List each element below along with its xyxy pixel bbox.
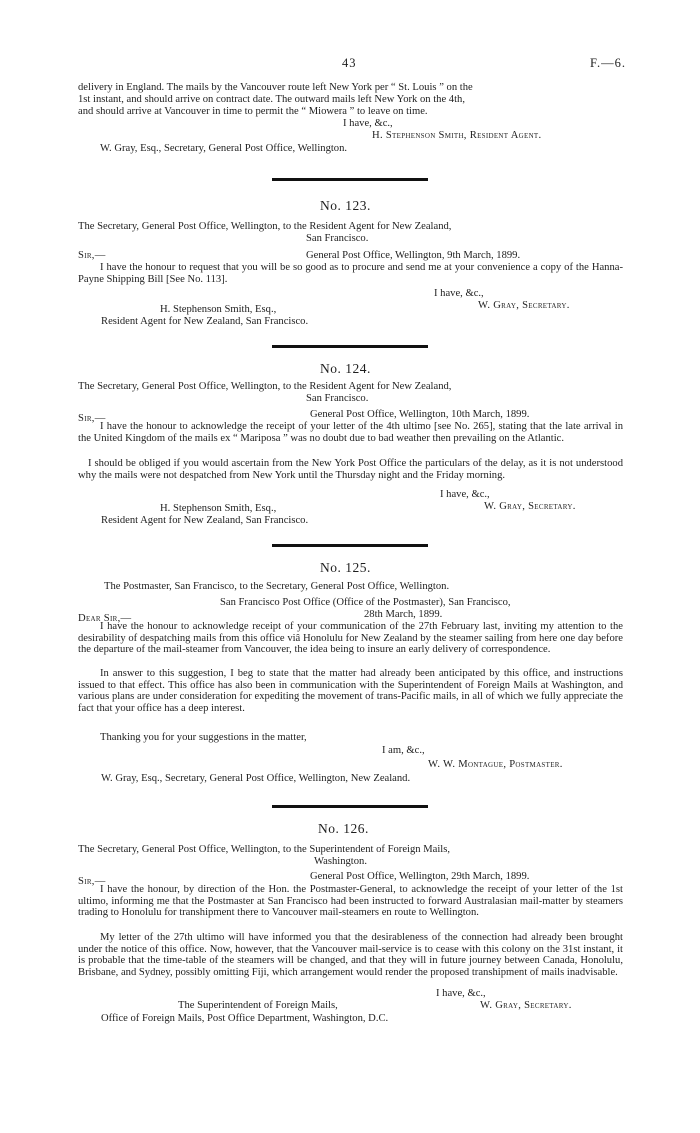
section-divider — [272, 805, 428, 808]
closing: I have, &c., — [343, 118, 393, 129]
letter-heading: The Secretary, General Post Office, Wellington, to the Superintendent of Foreign Mails, — [78, 844, 450, 855]
recipient: The Superintendent of Foreign Mails, — [178, 1000, 338, 1011]
signature: W. Gray, Secretary. — [484, 501, 576, 512]
recipient: Resident Agent for New Zealand, San Francisco. — [101, 515, 309, 526]
section-divider — [272, 178, 428, 181]
recipient: H. Stephenson Smith, Esq., — [160, 503, 277, 514]
letter-heading: The Secretary, General Post Office, Wellington, to the Resident Agent for New Zealand, — [78, 381, 452, 392]
letter-heading-place: Washington. — [314, 856, 367, 867]
continued-letter-line: delivery in England. The mails by the Vancouver route left New York per “ St. Louis ” on the — [78, 82, 473, 93]
salutation: Dear Sir,— — [78, 613, 132, 624]
letter-paragraph: I have the honour, by direction of the Hon. the Postmaster-General, to acknowledge the receipt of your letter of the 1st ultimo, informing me that the Postmaster at San Francisco had been instructed to forward Australasian mail-matter by steamers trading to Honolulu for transhipment there to Vancouver mail-steamers en route to Wellington. — [78, 884, 623, 918]
recipient: H. Stephenson Smith, Esq., — [160, 304, 277, 315]
addressee: W. Gray, Esq., Secretary, General Post Office, Wellington. — [100, 143, 348, 154]
letter-number: No. 125. — [320, 560, 371, 575]
letter-paragraph: My letter of the 27th ultimo will have informed you that the desirableness of the connection had already been brought under the notice of this office. Now, however, that the Vancouver mail-service is to cease with this colony on the 31st instant, it is probable that the time-table of the steamers will be changed, and that they will in future journey between Canada, Honolulu, Brisbane, and Sydney, possibly omitting Fiji, which arrangement would render the proposed transhipment of mails inadvisable. — [78, 932, 623, 978]
letter-paragraph: I should be obliged if you would ascertain from the New York Post Office the particulars of the delay, as it is not understood why the mails were not despatched from New York until the Thursday night and the Friday morning. — [78, 458, 623, 481]
recipient: Resident Agent for New Zealand, San Francisco. — [101, 316, 309, 327]
document-reference: F.—6. — [590, 56, 626, 70]
continued-letter-line: 1st instant, and should arrive on contract date. The outward mails left New York on the 4th, — [78, 94, 465, 105]
closing: I have, &c., — [440, 489, 490, 500]
recipient: W. Gray, Esq., Secretary, General Post Office, Wellington, New Zealand. — [101, 773, 411, 784]
signature: W. Gray, Secretary. — [478, 300, 570, 311]
signature: W. W. Montague, Postmaster. — [428, 759, 563, 770]
letter-heading: The Secretary, General Post Office, Wellington, to the Resident Agent for New Zealand, — [78, 221, 452, 232]
closing: I have, &c., — [436, 988, 486, 999]
salutation: Sir,— — [78, 413, 106, 424]
letter-number: No. 126. — [318, 821, 369, 836]
section-divider — [272, 544, 428, 547]
letter-number: No. 124. — [320, 361, 371, 376]
letter-paragraph: I have the honour to acknowledge receipt of your communication of the 27th February last, inviting my attention to the desirability of despatching mails from this office viâ Honolulu for New Zealand by the steamer sailing from here one day before the departure of the mail-steamer from Vancouver, the idea being to insure an early delivery of correspondence. — [78, 621, 623, 655]
page-number: 43 — [342, 56, 357, 70]
closing: I have, &c., — [434, 288, 484, 299]
section-divider — [272, 345, 428, 348]
salutation: Sir,— — [78, 876, 106, 887]
letter-place: San Francisco Post Office (Office of the Postmaster), San Francisco, — [220, 597, 511, 608]
letter-paragraph: I have the honour to acknowledge the receipt of your letter of the 4th ultimo [see No. 265], stating that the late arrival in the United Kingdom of the mails ex “ Mariposa ” was no doubt due to bad weather then prevailing on the Atlantic. — [78, 421, 623, 444]
salutation: Sir,— — [78, 250, 106, 261]
letter-paragraph: I have the honour to request that you will be so good as to procure and send me at your convenience a copy of the Hanna-Payne Shipping Bill [See No. 113]. — [78, 262, 623, 285]
signature: W. Gray, Secretary. — [480, 1000, 572, 1011]
place-date: General Post Office, Wellington, 9th March, 1899. — [306, 250, 521, 261]
letter-heading-place: San Francisco. — [306, 393, 369, 404]
continued-letter-line: and should arrive at Vancouver in time to permit the “ Miowera ” to leave on time. — [78, 106, 428, 117]
letter-heading: The Postmaster, San Francisco, to the Secretary, General Post Office, Wellington. — [104, 581, 450, 592]
recipient: Office of Foreign Mails, Post Office Department, Washington, D.C. — [101, 1013, 389, 1024]
letter-paragraph: Thanking you for your suggestions in the matter, — [100, 732, 307, 743]
letter-paragraph: In answer to this suggestion, I beg to state that the matter had already been anticipated by this office, and instructions issued to that effect. This office has also been in communication with the Superintendent of Foreign Mails at Washington, and various plans are under consideration for expediting the movement of trans-Pacific mails, in all of which we fully appreciate the fact that your office has a deep interest. — [78, 668, 623, 714]
place-date: General Post Office, Wellington, 29th March, 1899. — [310, 871, 530, 882]
letter-number: No. 123. — [320, 198, 371, 213]
signature: H. Stephenson Smith, Resident Agent. — [372, 130, 542, 141]
letter-heading-place: San Francisco. — [306, 233, 369, 244]
place-date: General Post Office, Wellington, 10th March, 1899. — [310, 409, 530, 420]
closing: I am, &c., — [382, 745, 425, 756]
place-date: 28th March, 1899. — [364, 609, 443, 620]
